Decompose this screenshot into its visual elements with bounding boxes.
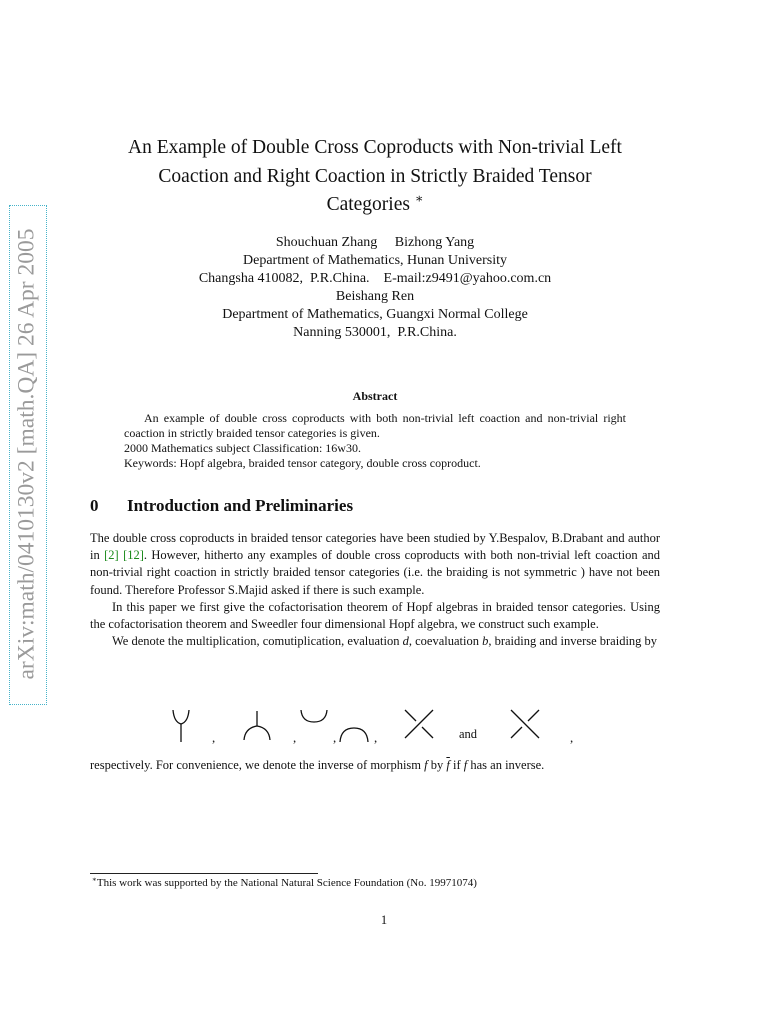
section-heading	[90, 496, 353, 516]
diagram-comma-4: ,	[374, 730, 378, 745]
footnote-rule	[90, 873, 318, 874]
affiliation-1: Department of Mathematics, Hunan University	[243, 253, 507, 268]
citation-link-12[interactable]: [12]	[123, 548, 144, 563]
diagram-comma-2: ,	[293, 730, 297, 745]
address-1: Changsha 410082, P.R.China. E-mail:z9491@yahoo.com.cn	[198, 271, 552, 286]
evaluation-diagram	[297, 708, 331, 728]
footnote	[92, 877, 477, 889]
after-text-2: by	[427, 758, 447, 772]
comultiplication-diagram	[242, 708, 272, 744]
arxiv-stamp	[9, 205, 47, 705]
paragraph-3-start: We denote the multiplication, comutiplication, evaluation	[112, 634, 403, 649]
diagram-and-text: and	[459, 727, 478, 741]
paragraph-3-continuation	[90, 757, 660, 774]
paragraph-3-mid: , coevaluation	[408, 634, 483, 649]
abstract-body	[124, 411, 626, 471]
author-name-3: Beishang Ren	[335, 289, 415, 304]
page-number: 1	[380, 913, 388, 927]
abstract-text: An example of double cross coproducts with both non-trivial left coaction and non-trivial right coaction in strictly braided tensor categories is given.	[124, 411, 626, 440]
title-line-1: An Example of Double Cross Coproducts with Non-trivial Left	[128, 137, 622, 158]
after-text-3: if	[449, 758, 464, 772]
symbol-f: f	[424, 758, 428, 772]
after-text-4: has an inverse.	[467, 758, 545, 772]
multiplication-diagram	[170, 708, 192, 744]
paragraph-1-start: The double cross coproducts in braided tensor categories have been studied by Y.Bespalov, B.Drabant and author in	[90, 531, 660, 563]
address-2: Nanning 530001, P.R.China.	[293, 325, 457, 340]
symbol-d: d	[402, 634, 409, 649]
section-title: Introduction and Preliminaries	[127, 496, 354, 515]
paragraph-1-rest: . However, hitherto any examples of double cross coproducts with both non-trivial left coaction and non-trivial right coaction in strictly braided tensor categories (i.e. the braiding is not symmetric ) have not been found. Therefore Professor S.Majid asked if there is such example.	[90, 548, 661, 597]
symbol-f-bar: $\overline{f}$	[446, 758, 450, 772]
braiding-diagram	[403, 708, 435, 740]
footnote-mark: ∗	[92, 875, 97, 884]
abstract-heading: Abstract	[352, 389, 398, 403]
author-block	[120, 234, 630, 342]
inverse-braiding-diagram	[509, 708, 541, 740]
abstract-keywords: Keywords: Hopf algebra, braided tensor category, double cross coproduct.	[124, 456, 481, 470]
body-text	[90, 530, 660, 650]
paragraph-1	[90, 530, 660, 599]
symbol-f-2: f	[463, 758, 468, 772]
coevaluation-diagram	[337, 708, 371, 744]
author-names: Shouchuan Zhang Bizhong Yang	[275, 235, 475, 250]
after-text-1: respectively. For convenience, we denote the inverse of morphism	[90, 758, 425, 772]
symbol-b: b	[482, 634, 489, 649]
diagram-comma-1: ,	[212, 730, 216, 745]
abstract-msc: 2000 Mathematics subject Classification: 16w30.	[124, 441, 361, 455]
paper-title	[80, 134, 670, 220]
affiliation-2: Department of Mathematics, Guangxi Normal College	[222, 307, 528, 322]
footnote-text: This work was supported by the National Natural Science Foundation (No. 19971074)	[96, 877, 477, 889]
paragraph-3	[90, 633, 660, 650]
diagram-comma-5: ,	[570, 730, 574, 745]
title-footnote-mark: ∗	[414, 191, 424, 206]
title-line-3	[80, 191, 670, 220]
paragraph-2: In this paper we first give the cofactorisation theorem of Hopf algebras in braided tensor categories. Using the cofactorisation theorem and Sweedler four dimensional Hopf algebra, we construct such example.	[90, 599, 660, 632]
diagram-comma-3: ,	[333, 730, 337, 745]
citation-link-2[interactable]: [2]	[104, 548, 119, 563]
title-line-3-text: Categories	[326, 194, 410, 215]
title-line-2: Coaction and Right Coaction in Strictly Braided Tensor	[158, 165, 592, 187]
arxiv-stamp-text: arXiv:math/0410130v2 [math.QA] 26 Apr 2005	[13, 228, 40, 680]
paragraph-3-end: , braiding and inverse braiding by	[488, 634, 658, 649]
string-diagrams	[170, 708, 590, 748]
section-number: 0	[90, 496, 99, 515]
